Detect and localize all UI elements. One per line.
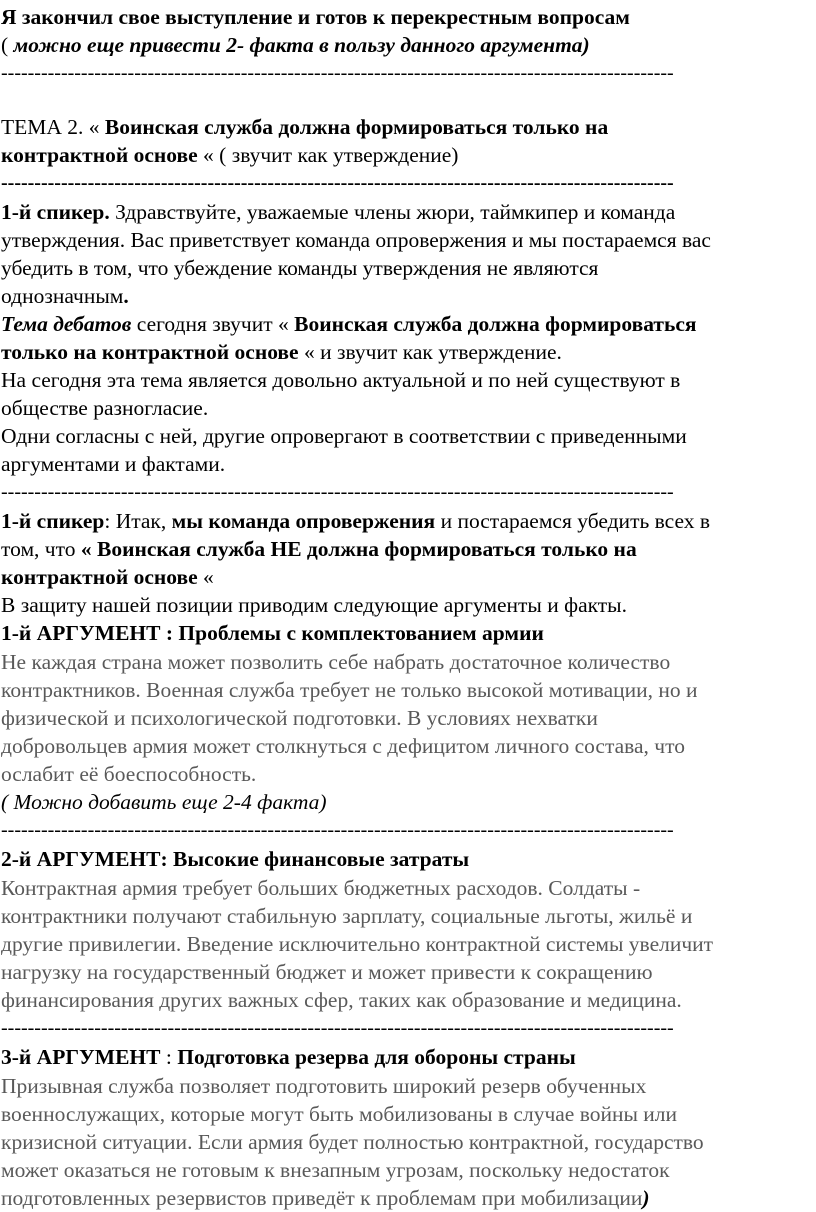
relevance-1: На сегодня эта тема является довольно актуальной и по ней существуют в bbox=[1, 368, 681, 392]
theme-suffix: « и звучит как утверждение. bbox=[298, 340, 562, 364]
argument-3-line: подготовленных резервистов приведёт к проблемам при мобилизации bbox=[1, 1186, 643, 1210]
argument-3-line: Призывная служба позволяет подготовить широкий резерв обученных bbox=[1, 1074, 647, 1098]
argument-1-line: физической и психологической подготовки. В условиях нехватки bbox=[1, 706, 598, 730]
speaker1b-label: 1-й спикер bbox=[1, 509, 105, 533]
speaker1b-line2-text: том, что bbox=[1, 537, 81, 561]
argument-3-closing: ) bbox=[642, 1186, 650, 1210]
separator-2: ----------------------------------------------------------------------------------------------------- bbox=[1, 172, 674, 194]
argument-1-line: контрактников. Военная служба требует не только высокой мотивации, но и bbox=[1, 678, 698, 702]
argument-3-title: Подготовка резерва для обороны страны bbox=[177, 1045, 576, 1069]
speaker1b-line3-tail: « bbox=[197, 565, 214, 589]
speaker1b-line-1 bbox=[1, 508, 710, 535]
argument-1-line: Не каждая страна может позволить себе набрать достаточное количество bbox=[1, 650, 671, 674]
separator-3: ----------------------------------------------------------------------------------------------------- bbox=[1, 481, 674, 503]
topic-title-1: Воинская служба должна формироваться только на bbox=[99, 115, 609, 139]
topic-line-2 bbox=[1, 142, 458, 169]
speaker1-greeting-2: утверждения. Вас приветствует команда опровержения и мы постараемся вас bbox=[1, 228, 711, 252]
speaker1-theme-line-2 bbox=[1, 339, 562, 366]
separator-1: ----------------------------------------------------------------------------------------------------- bbox=[1, 62, 674, 84]
argument-3-line: военнослужащих, которые могут быть мобилизованы в случае войны или bbox=[1, 1102, 678, 1126]
argument-2-heading bbox=[1, 846, 469, 873]
intro-note bbox=[1, 32, 590, 59]
opinions-2: аргументами и фактами. bbox=[1, 452, 226, 476]
topic-title-2: контрактной основе bbox=[1, 143, 198, 167]
argument-2-line: Контрактная армия требует больших бюджетных расходов. Солдаты - bbox=[1, 876, 641, 900]
theme-label: Тема дебатов bbox=[1, 312, 132, 336]
opinions-1: Одни согласны с ней, другие опровергают в соответствии с приведенными bbox=[1, 424, 687, 448]
argument-1-label: 1-й АРГУМЕНТ : bbox=[1, 621, 179, 645]
argument-2-label: 2-й АРГУМЕНТ: bbox=[1, 847, 174, 871]
argument-1-title: Проблемы с комплектованием армии bbox=[178, 621, 544, 645]
speaker1b-line-3 bbox=[1, 564, 214, 591]
speaker1-greeting-1: Здравствуйте, уважаемые члены жюри, таймкипер и команда bbox=[109, 200, 676, 224]
argument-2-line: контрактники получают стабильную зарплату, социальные льготы, жильё и bbox=[1, 904, 693, 928]
intro-line: Я закончил свое выступление и готов к перекрестным вопросам bbox=[1, 5, 630, 29]
intro-note-paren: ( bbox=[1, 33, 9, 57]
speaker1b-team: мы команда опровержения bbox=[171, 509, 436, 533]
theme-bold-1: Воинская служба должна формироваться bbox=[294, 312, 697, 336]
speaker1b-line-2 bbox=[1, 536, 637, 563]
argument-1-note: ( Можно добавить еще 2-4 факта) bbox=[1, 790, 327, 814]
topic-label: ТЕМА 2. « bbox=[1, 115, 100, 139]
argument-2-title: Высокие финансовые затраты bbox=[173, 847, 470, 871]
argument-1-line: ослабит её боеспособность. bbox=[1, 762, 257, 786]
theme-bold-2: только на контрактной основе bbox=[1, 340, 299, 364]
speaker1b-after: и постараемся убедить всех в bbox=[435, 509, 711, 533]
speaker1b-line2-bold: « Воинская служба НЕ должна формироваться только на bbox=[80, 537, 637, 561]
speaker1-greeting-3: убедить в том, что убеждение команды утверждения не являются bbox=[1, 256, 599, 280]
argument-3-line: кризисной ситуации. Если армия будет полностью контрактной, государство bbox=[1, 1130, 704, 1154]
argument-3-last-line bbox=[1, 1185, 650, 1212]
separator-5: ----------------------------------------------------------------------------------------------------- bbox=[1, 1017, 674, 1039]
topic-line-1 bbox=[1, 114, 608, 141]
speaker1-line-1 bbox=[1, 199, 675, 226]
speaker1-greeting-4: однозначным bbox=[1, 284, 124, 308]
argument-3-colon: : bbox=[160, 1045, 178, 1069]
argument-3-line: может оказаться не готовым к внезапным угрозам, поскольку недостаток bbox=[1, 1158, 670, 1182]
argument-2-line: нагрузку на государственный бюджет и может привести к сокращению bbox=[1, 960, 653, 984]
argument-2-line: финансирования других важных сфер, таких как образование и медицина. bbox=[1, 988, 682, 1012]
argument-1-line: добровольцев армия может столкнуться с дефицитом личного состава, что bbox=[1, 734, 685, 758]
speaker1-line-4 bbox=[1, 283, 129, 310]
speaker1b-defense: В защиту нашей позиции приводим следующие аргументы и факты. bbox=[1, 593, 627, 617]
speaker1-label: 1-й спикер. bbox=[1, 200, 110, 224]
speaker1b-colon-text: : Итак, bbox=[104, 509, 172, 533]
argument-3-heading bbox=[1, 1044, 576, 1071]
speaker1-greeting-4-dot: . bbox=[123, 284, 129, 308]
speaker1b-line3-bold: контрактной основе bbox=[1, 565, 198, 589]
argument-3-label: 3-й АРГУМЕНТ bbox=[1, 1045, 161, 1069]
intro-note-italic: можно еще привести 2- факта в пользу данного аргумента) bbox=[8, 33, 590, 57]
argument-1-heading bbox=[1, 620, 544, 647]
theme-text: сегодня звучит « bbox=[131, 312, 295, 336]
topic-suffix: « ( звучит как утверждение) bbox=[197, 143, 459, 167]
relevance-2: обществе разногласие. bbox=[1, 396, 209, 420]
speaker1-theme-line-1 bbox=[1, 311, 697, 338]
argument-2-line: другие привилегии. Введение исключительно контрактной системы увеличит bbox=[1, 932, 714, 956]
separator-4: ----------------------------------------------------------------------------------------------------- bbox=[1, 819, 674, 841]
